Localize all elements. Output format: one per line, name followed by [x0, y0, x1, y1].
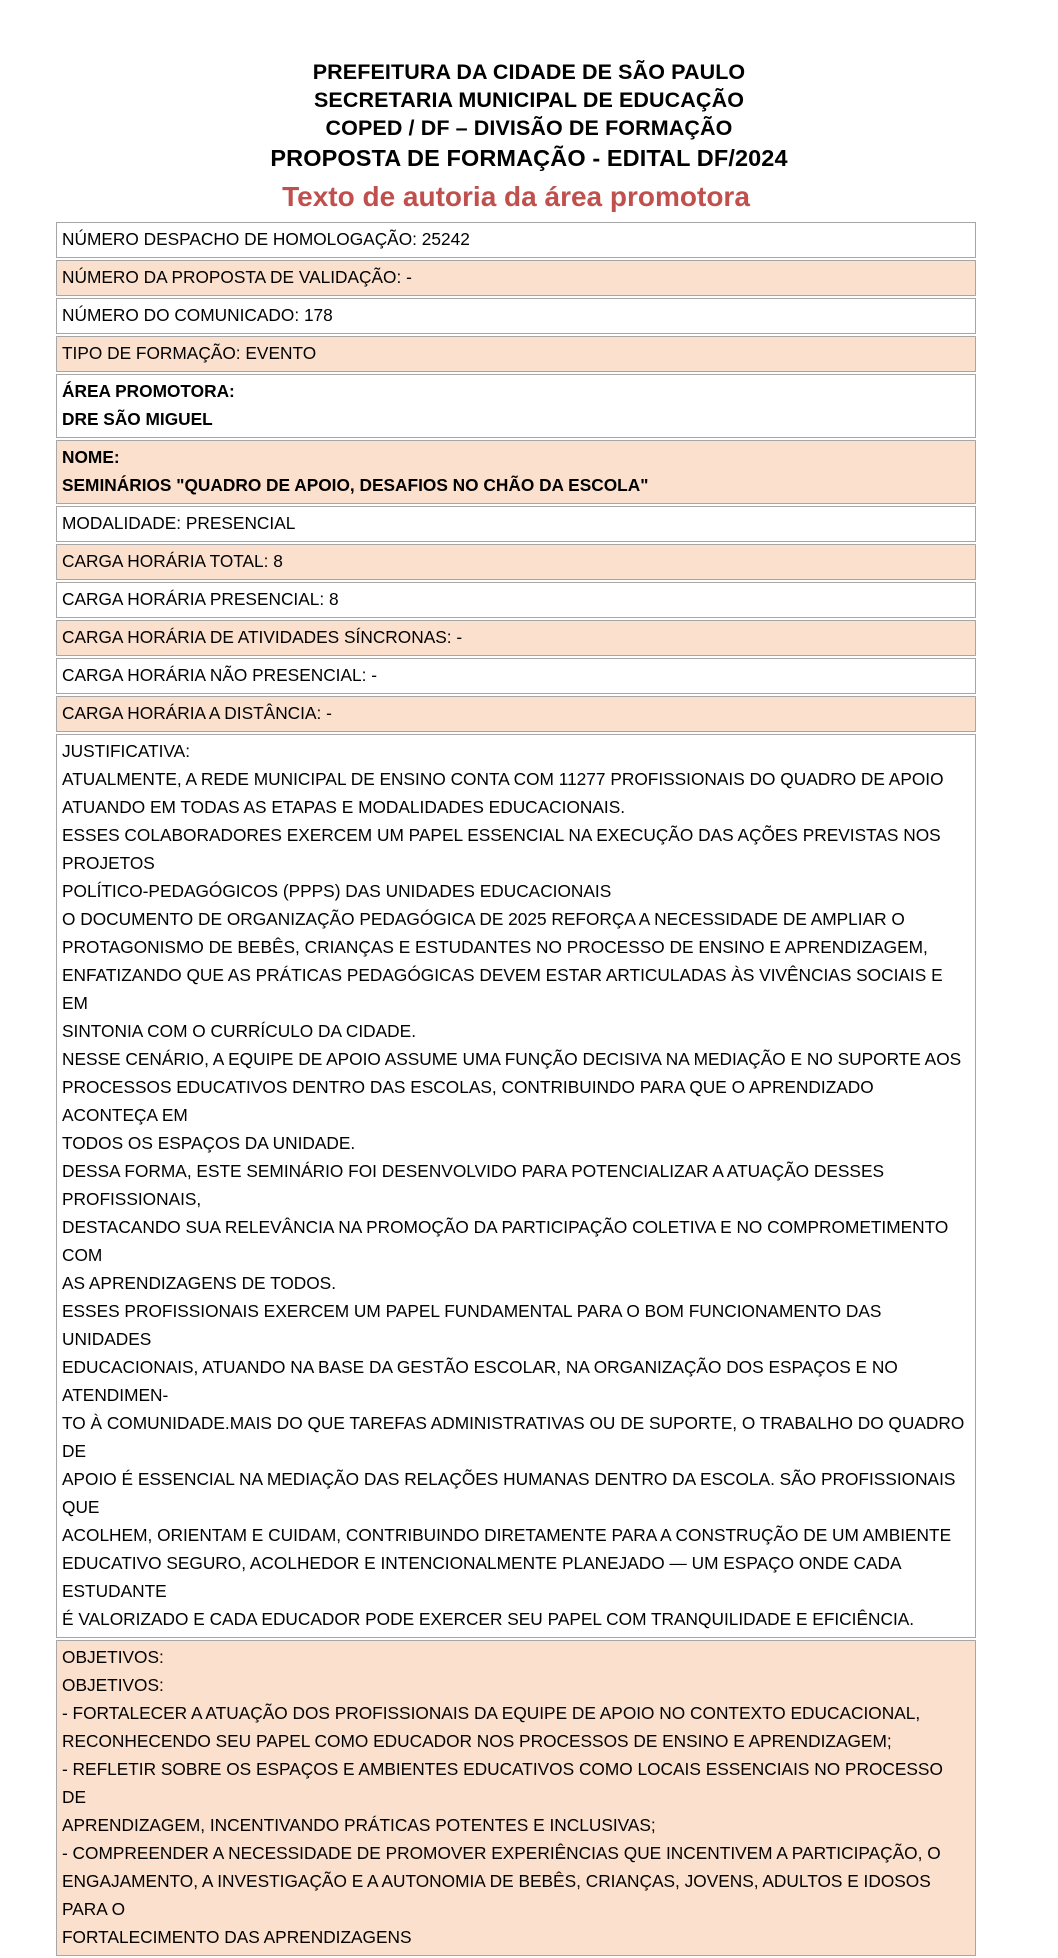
objetivos-line: - REFLETIR SOBRE OS ESPAÇOS E AMBIENTES EDUCATIVOS COMO LOCAIS ESSENCIAIS NO PROCESSO DE	[62, 1759, 943, 1807]
heading-line-1: PREFEITURA DA CIDADE DE SÃO PAULO	[312, 60, 746, 84]
field-carga-presencial: CARGA HORÁRIA PRESENCIAL: 8	[56, 582, 976, 618]
table-row-tipo-formacao	[56, 336, 976, 372]
table-row-banner	[56, 176, 976, 220]
table-row-carga-total	[56, 544, 976, 580]
table-row-numero-proposta	[56, 260, 976, 296]
nome-label: NOME:	[62, 447, 120, 467]
table-row-area-promotora	[56, 374, 976, 438]
objetivos-line: APRENDIZAGEM, INCENTIVANDO PRÁTICAS POTENTES E INCLUSIVAS;	[62, 1815, 656, 1835]
area-promotora-value: DRE SÃO MIGUEL	[62, 409, 213, 429]
table-row-carga-distancia	[56, 696, 976, 732]
field-objetivos	[56, 1640, 976, 1956]
objetivos-line: - COMPREENDER A NECESSIDADE DE PROMOVER EXPERIÊNCIAS QUE INCENTIVEM A PARTICIPAÇÃO, O	[62, 1843, 941, 1863]
objetivos-line: ENGAJAMENTO, A INVESTIGAÇÃO E A AUTONOMIA DE BEBÊS, CRIANÇAS, JOVENS, ADULTOS E IDOSOS PARA O	[62, 1871, 931, 1919]
objetivos-line: RECONHECENDO SEU PAPEL COMO EDUCADOR NOS PROCESSOS DE ENSINO E APRENDIZAGEM;	[62, 1731, 892, 1751]
justificativa-line: TODOS OS ESPAÇOS DA UNIDADE.	[62, 1133, 356, 1153]
justificativa-line: PROTAGONISMO DE BEBÊS, CRIANÇAS E ESTUDANTES NO PROCESSO DE ENSINO E APRENDIZAGEM,	[62, 937, 928, 957]
field-carga-sincronas: CARGA HORÁRIA DE ATIVIDADES SÍNCRONAS: -	[56, 620, 976, 656]
justificativa-line: PROCESSOS EDUCATIVOS DENTRO DAS ESCOLAS, CONTRIBUINDO PARA QUE O APRENDIZADO ACONTEÇA EM	[62, 1077, 874, 1125]
field-carga-distancia: CARGA HORÁRIA A DISTÂNCIA: -	[56, 696, 976, 732]
table-row-carga-presencial	[56, 582, 976, 618]
banner-text: Texto de autoria da área promotora	[282, 181, 750, 212]
justificativa-label: JUSTIFICATIVA:	[62, 741, 191, 761]
justificativa-line: POLÍTICO-PEDAGÓGICOS (PPPS) DAS UNIDADES EDUCACIONAIS	[62, 881, 612, 901]
field-numero-proposta: NÚMERO DA PROPOSTA DE VALIDAÇÃO: -	[56, 260, 976, 296]
objetivos-line: FORTALECIMENTO DAS APRENDIZAGENS	[62, 1927, 412, 1947]
field-numero-despacho: NÚMERO DESPACHO DE HOMOLOGAÇÃO: 25242	[56, 222, 976, 258]
objetivos-label: OBJETIVOS:	[62, 1647, 164, 1667]
table-row-justificativa	[56, 734, 976, 1638]
field-justificativa	[56, 734, 976, 1638]
justificativa-line: EDUCACIONAIS, ATUANDO NA BASE DA GESTÃO ESCOLAR, NA ORGANIZAÇÃO DOS ESPAÇOS E NO ATENDIMEN-	[62, 1357, 898, 1405]
heading-line-2: SECRETARIA MUNICIPAL DE EDUCAÇÃO	[313, 88, 745, 112]
justificativa-line: EDUCATIVO SEGURO, ACOLHEDOR E INTENCIONALMENTE PLANEJADO — UM ESPAÇO ONDE CADA ESTUDANTE	[62, 1553, 901, 1601]
justificativa-line: ESSES PROFISSIONAIS EXERCEM UM PAPEL FUNDAMENTAL PARA O BOM FUNCIONAMENTO DAS UNIDADES	[62, 1301, 882, 1349]
document-heading	[0, 0, 1058, 174]
justificativa-line: TO À COMUNIDADE.MAIS DO QUE TAREFAS ADMINISTRATIVAS OU DE SUPORTE, O TRABALHO DO QUADRO DE	[62, 1413, 965, 1461]
justificativa-line: O DOCUMENTO DE ORGANIZAÇÃO PEDAGÓGICA DE 2025 REFORÇA A NECESSIDADE DE AMPLIAR O	[62, 909, 905, 929]
justificativa-line: ATUANDO EM TODAS AS ETAPAS E MODALIDADES EDUCACIONAIS.	[62, 797, 626, 817]
justificativa-line: ATUALMENTE, A REDE MUNICIPAL DE ENSINO CONTA COM 11277 PROFISSIONAIS DO QUADRO DE APOIO	[62, 769, 944, 789]
table-row-modalidade	[56, 506, 976, 542]
field-carga-total: CARGA HORÁRIA TOTAL: 8	[56, 544, 976, 580]
heading-line-4: PROPOSTA DE FORMAÇÃO - EDITAL DF/2024	[270, 145, 788, 171]
table-row-carga-nao-presencial	[56, 658, 976, 694]
heading-line-3: COPED / DF – DIVISÃO DE FORMAÇÃO	[325, 116, 733, 140]
field-modalidade: MODALIDADE: PRESENCIAL	[56, 506, 976, 542]
objetivos-line: OBJETIVOS:	[62, 1675, 164, 1695]
justificativa-line: ENFATIZANDO QUE AS PRÁTICAS PEDAGÓGICAS DEVEM ESTAR ARTICULADAS ÀS VIVÊNCIAS SOCIAIS E EM	[62, 965, 943, 1013]
field-carga-nao-presencial: CARGA HORÁRIA NÃO PRESENCIAL: -	[56, 658, 976, 694]
justificativa-line: DESTACANDO SUA RELEVÂNCIA NA PROMOÇÃO DA PARTICIPAÇÃO COLETIVA E NO COMPROMETIMENTO COM	[62, 1217, 949, 1265]
justificativa-line: ESSES COLABORADORES EXERCEM UM PAPEL ESSENCIAL NA EXECUÇÃO DAS AÇÕES PREVISTAS NOS PROJETOS	[62, 825, 941, 873]
table-row-numero-comunicado	[56, 298, 976, 334]
field-numero-comunicado: NÚMERO DO COMUNICADO: 178	[56, 298, 976, 334]
justificativa-line: NESSE CENÁRIO, A EQUIPE DE APOIO ASSUME UMA FUNÇÃO DECISIVA NA MEDIAÇÃO E NO SUPORTE AOS	[62, 1049, 962, 1069]
banner-cell	[56, 176, 976, 220]
field-area-promotora	[56, 374, 976, 438]
table-row-numero-despacho	[56, 222, 976, 258]
justificativa-line: DESSA FORMA, ESTE SEMINÁRIO FOI DESENVOLVIDO PARA POTENCIALIZAR A ATUAÇÃO DESSES PROFISSIONAIS,	[62, 1161, 885, 1209]
justificativa-line: SINTONIA COM O CURRÍCULO DA CIDADE.	[62, 1021, 416, 1041]
table-row-nome	[56, 440, 976, 504]
objetivos-line: - FORTALECER A ATUAÇÃO DOS PROFISSIONAIS DA EQUIPE DE APOIO NO CONTEXTO EDUCACIONAL,	[62, 1703, 921, 1723]
table-row-carga-sincronas	[56, 620, 976, 656]
justificativa-line: É VALORIZADO E CADA EDUCADOR PODE EXERCER SEU PAPEL COM TRANQUILIDADE E EFICIÊNCIA.	[62, 1609, 915, 1629]
nome-value: SEMINÁRIOS "QUADRO DE APOIO, DESAFIOS NO CHÃO DA ESCOLA"	[62, 475, 649, 495]
table-row-objetivos	[56, 1640, 976, 1956]
justificativa-line: APOIO É ESSENCIAL NA MEDIAÇÃO DAS RELAÇÕES HUMANAS DENTRO DA ESCOLA. SÃO PROFISSIONAIS QUE	[62, 1469, 956, 1517]
area-promotora-label: ÁREA PROMOTORA:	[62, 381, 235, 401]
justificativa-line: ACOLHEM, ORIENTAM E CUIDAM, CONTRIBUINDO DIRETAMENTE PARA A CONSTRUÇÃO DE UM AMBIENTE	[62, 1525, 952, 1545]
field-tipo-formacao: TIPO DE FORMAÇÃO: EVENTO	[56, 336, 976, 372]
justificativa-line: AS APRENDIZAGENS DE TODOS.	[62, 1273, 337, 1293]
proposta-table	[56, 174, 976, 1958]
field-nome	[56, 440, 976, 504]
